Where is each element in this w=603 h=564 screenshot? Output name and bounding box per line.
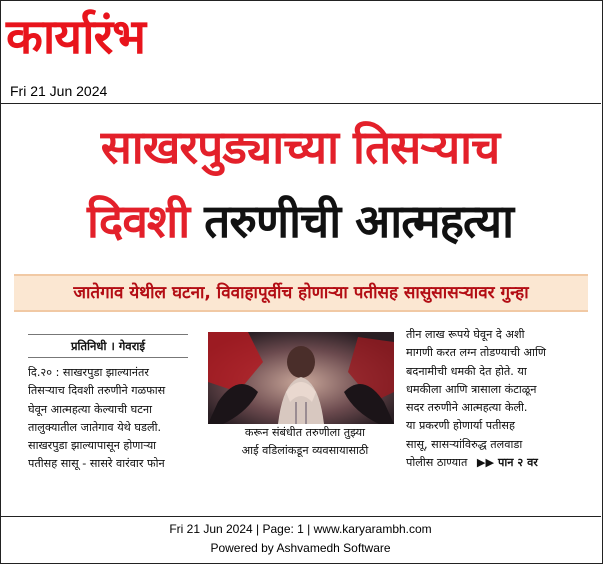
footer-info: Fri 21 Jun 2024 | Page: 1 | www.karyarambh.com xyxy=(169,522,432,536)
article-line-text: पोलीस ठाण्यात xyxy=(406,456,468,470)
photo-illustration xyxy=(208,332,394,424)
article-line: साखरपुडा झाल्यापासून होणाऱ्या xyxy=(28,439,157,453)
article-line: आई वडिलांकडून व्यवसायासाठी xyxy=(241,444,369,458)
article-line: धमकीला आणि त्रासाला कंटाळून xyxy=(406,382,537,396)
byline: प्रतिनिधी । गेवराई xyxy=(28,334,188,358)
article-line: तीन लाख रूपये घेवून दे अशी xyxy=(406,328,525,341)
article-column-2 xyxy=(210,424,400,461)
article-line: पतीसह सासू - सासरे वारंवार फोन xyxy=(28,457,165,471)
footer-divider xyxy=(0,516,601,517)
article-line: सदर तरुणीने आत्महत्या केली. xyxy=(406,401,528,415)
article-column-3 xyxy=(406,326,588,472)
headline-line-2 xyxy=(8,192,592,250)
footer-credit: Powered by Ashvamedh Software xyxy=(210,541,391,555)
news-photo xyxy=(208,332,394,424)
article-line: दि.२० : साखरपुडा झाल्यानंतर xyxy=(28,366,149,379)
article-line: तिसऱ्याच दिवशी तरुणीने गळफास xyxy=(28,384,166,398)
article-line: सासू, सासऱ्यांविरुद्ध तलवाडा xyxy=(406,437,523,451)
subheadline-bar xyxy=(14,274,588,312)
headline-red-word: दिवशी xyxy=(87,194,190,248)
edition-date: Fri 21 Jun 2024 xyxy=(10,83,108,99)
newspaper-logo[interactable] xyxy=(6,2,145,72)
article-line: तालुक्यातील जातेगाव येथे घडली. xyxy=(28,420,162,434)
article-line: मागणी करत लग्न तोडण्याची आणि xyxy=(406,346,546,360)
masthead xyxy=(0,0,601,103)
article-column-1 xyxy=(28,364,204,474)
headline-line-1: साखरपुड्याच्या तिसऱ्याच xyxy=(100,120,500,174)
continued-on-page-link[interactable]: ▶▶ पान २ वर xyxy=(476,456,538,470)
masthead-divider xyxy=(0,103,601,104)
article-line xyxy=(406,454,588,472)
article-line: करून संबंधीत तरुणीला तुझ्या xyxy=(244,426,366,439)
article-line: बदनामीची धमकी देत होते. या xyxy=(406,364,527,378)
logo-text: कार्यारंभ xyxy=(6,9,145,65)
news-clipping xyxy=(8,112,592,504)
article-line: घेवून आत्महत्या केल्याची घटना xyxy=(28,402,152,416)
headline-black-words: तरुणीची आत्महत्या xyxy=(204,194,513,248)
subheadline: जातेगाव येथील घटना, विवाहापूर्वीच होणाऱ्या पतीसह सासुसासऱ्यावर गुन्हा xyxy=(73,283,529,303)
article-line: या प्रकरणी होणार्या पतीसह xyxy=(406,419,515,433)
